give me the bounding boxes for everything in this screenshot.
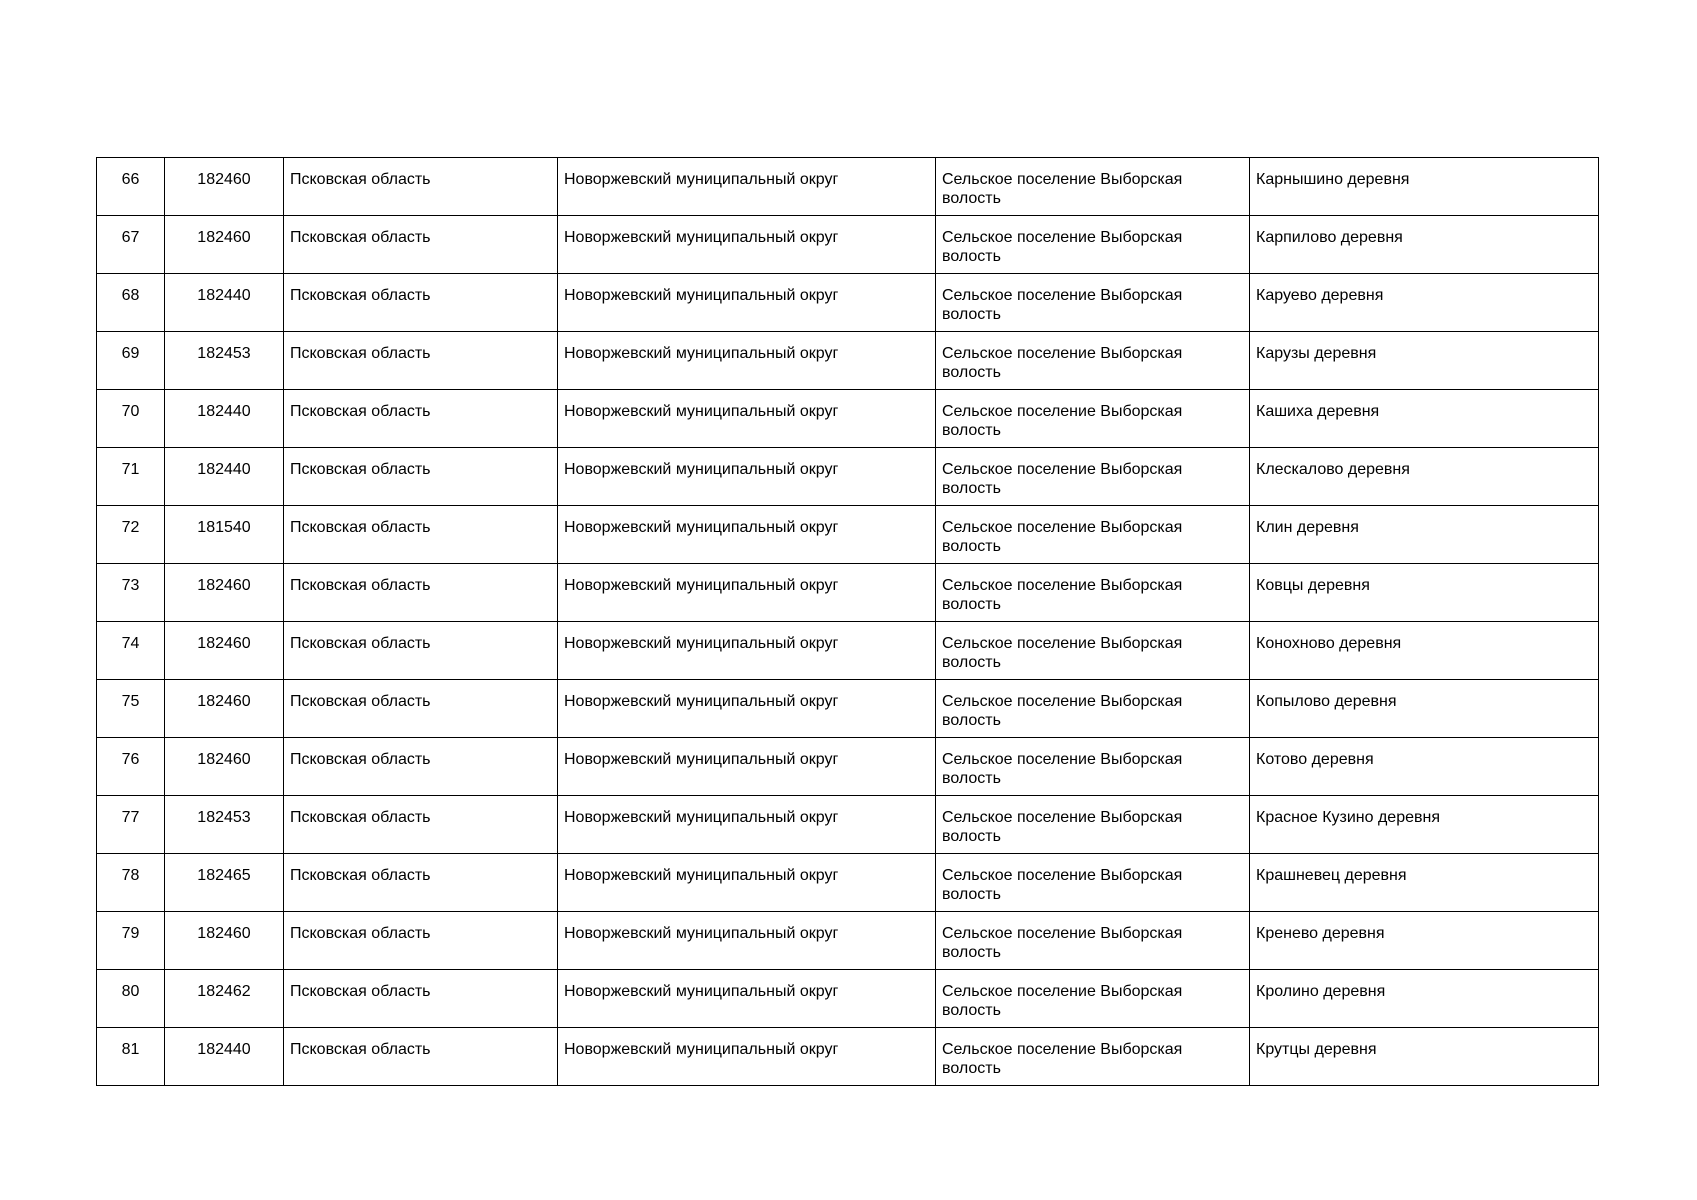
postal-index-cell: 182440 (165, 390, 284, 448)
district-cell: Новоржевский муниципальный округ (558, 796, 936, 854)
settlement-cell: Сельское поселение Выборская волость (936, 680, 1250, 738)
region-cell: Псковская область (284, 738, 558, 796)
region-cell: Псковская область (284, 622, 558, 680)
row-number-cell: 78 (97, 854, 165, 912)
row-number-cell: 72 (97, 506, 165, 564)
postal-index-cell: 182440 (165, 274, 284, 332)
settlement-cell: Сельское поселение Выборская волость (936, 854, 1250, 912)
region-cell: Псковская область (284, 1028, 558, 1086)
region-cell: Псковская область (284, 854, 558, 912)
table-row (97, 216, 1599, 274)
region-cell: Псковская область (284, 912, 558, 970)
region-cell: Псковская область (284, 506, 558, 564)
locality-cell: Кролино деревня (1250, 970, 1599, 1028)
address-table-body (97, 158, 1599, 1086)
row-number-cell: 76 (97, 738, 165, 796)
postal-index-cell: 182460 (165, 216, 284, 274)
postal-index-cell: 182462 (165, 970, 284, 1028)
settlement-cell: Сельское поселение Выборская волость (936, 332, 1250, 390)
district-cell: Новоржевский муниципальный округ (558, 448, 936, 506)
settlement-cell: Сельское поселение Выборская волость (936, 796, 1250, 854)
table-row (97, 506, 1599, 564)
postal-index-cell: 182440 (165, 1028, 284, 1086)
region-cell: Псковская область (284, 158, 558, 216)
district-cell: Новоржевский муниципальный округ (558, 970, 936, 1028)
district-cell: Новоржевский муниципальный округ (558, 680, 936, 738)
table-row (97, 158, 1599, 216)
postal-index-cell: 182460 (165, 564, 284, 622)
district-cell: Новоржевский муниципальный округ (558, 216, 936, 274)
locality-cell: Копылово деревня (1250, 680, 1599, 738)
district-cell: Новоржевский муниципальный округ (558, 622, 936, 680)
row-number-cell: 71 (97, 448, 165, 506)
district-cell: Новоржевский муниципальный округ (558, 912, 936, 970)
locality-cell: Котово деревня (1250, 738, 1599, 796)
settlement-cell: Сельское поселение Выборская волость (936, 390, 1250, 448)
district-cell: Новоржевский муниципальный округ (558, 738, 936, 796)
settlement-cell: Сельское поселение Выборская волость (936, 622, 1250, 680)
postal-index-cell: 182440 (165, 448, 284, 506)
locality-cell: Кренево деревня (1250, 912, 1599, 970)
address-table (96, 157, 1599, 1086)
row-number-cell: 75 (97, 680, 165, 738)
region-cell: Псковская область (284, 680, 558, 738)
settlement-cell: Сельское поселение Выборская волость (936, 912, 1250, 970)
locality-cell: Карпилово деревня (1250, 216, 1599, 274)
district-cell: Новоржевский муниципальный округ (558, 332, 936, 390)
locality-cell: Кашиха деревня (1250, 390, 1599, 448)
locality-cell: Крутцы деревня (1250, 1028, 1599, 1086)
locality-cell: Карнышино деревня (1250, 158, 1599, 216)
table-row (97, 970, 1599, 1028)
district-cell: Новоржевский муниципальный округ (558, 1028, 936, 1086)
row-number-cell: 73 (97, 564, 165, 622)
table-row (97, 274, 1599, 332)
locality-cell: Карузы деревня (1250, 332, 1599, 390)
postal-index-cell: 181540 (165, 506, 284, 564)
row-number-cell: 70 (97, 390, 165, 448)
table-row (97, 390, 1599, 448)
table-row (97, 912, 1599, 970)
postal-index-cell: 182460 (165, 622, 284, 680)
region-cell: Псковская область (284, 448, 558, 506)
district-cell: Новоржевский муниципальный округ (558, 390, 936, 448)
row-number-cell: 74 (97, 622, 165, 680)
settlement-cell: Сельское поселение Выборская волость (936, 216, 1250, 274)
postal-index-cell: 182453 (165, 332, 284, 390)
locality-cell: Крашневец деревня (1250, 854, 1599, 912)
locality-cell: Каруево деревня (1250, 274, 1599, 332)
district-cell: Новоржевский муниципальный округ (558, 854, 936, 912)
table-row (97, 564, 1599, 622)
locality-cell: Красное Кузино деревня (1250, 796, 1599, 854)
table-row (97, 448, 1599, 506)
postal-index-cell: 182453 (165, 796, 284, 854)
region-cell: Псковская область (284, 970, 558, 1028)
settlement-cell: Сельское поселение Выборская волость (936, 1028, 1250, 1086)
locality-cell: Конохново деревня (1250, 622, 1599, 680)
table-row (97, 738, 1599, 796)
region-cell: Псковская область (284, 390, 558, 448)
settlement-cell: Сельское поселение Выборская волость (936, 158, 1250, 216)
table-row (97, 622, 1599, 680)
settlement-cell: Сельское поселение Выборская волость (936, 738, 1250, 796)
row-number-cell: 69 (97, 332, 165, 390)
locality-cell: Ковцы деревня (1250, 564, 1599, 622)
table-row (97, 1028, 1599, 1086)
row-number-cell: 66 (97, 158, 165, 216)
table-row (97, 854, 1599, 912)
row-number-cell: 79 (97, 912, 165, 970)
region-cell: Псковская область (284, 332, 558, 390)
row-number-cell: 80 (97, 970, 165, 1028)
locality-cell: Клин деревня (1250, 506, 1599, 564)
table-row (97, 796, 1599, 854)
row-number-cell: 67 (97, 216, 165, 274)
postal-index-cell: 182460 (165, 912, 284, 970)
region-cell: Псковская область (284, 274, 558, 332)
region-cell: Псковская область (284, 564, 558, 622)
row-number-cell: 68 (97, 274, 165, 332)
postal-index-cell: 182460 (165, 738, 284, 796)
district-cell: Новоржевский муниципальный округ (558, 506, 936, 564)
settlement-cell: Сельское поселение Выборская волость (936, 506, 1250, 564)
row-number-cell: 81 (97, 1028, 165, 1086)
postal-index-cell: 182465 (165, 854, 284, 912)
district-cell: Новоржевский муниципальный округ (558, 274, 936, 332)
locality-cell: Клескалово деревня (1250, 448, 1599, 506)
settlement-cell: Сельское поселение Выборская волость (936, 274, 1250, 332)
table-row (97, 680, 1599, 738)
postal-index-cell: 182460 (165, 158, 284, 216)
table-row (97, 332, 1599, 390)
settlement-cell: Сельское поселение Выборская волость (936, 970, 1250, 1028)
region-cell: Псковская область (284, 796, 558, 854)
row-number-cell: 77 (97, 796, 165, 854)
postal-index-cell: 182460 (165, 680, 284, 738)
region-cell: Псковская область (284, 216, 558, 274)
district-cell: Новоржевский муниципальный округ (558, 564, 936, 622)
settlement-cell: Сельское поселение Выборская волость (936, 564, 1250, 622)
district-cell: Новоржевский муниципальный округ (558, 158, 936, 216)
settlement-cell: Сельское поселение Выборская волость (936, 448, 1250, 506)
